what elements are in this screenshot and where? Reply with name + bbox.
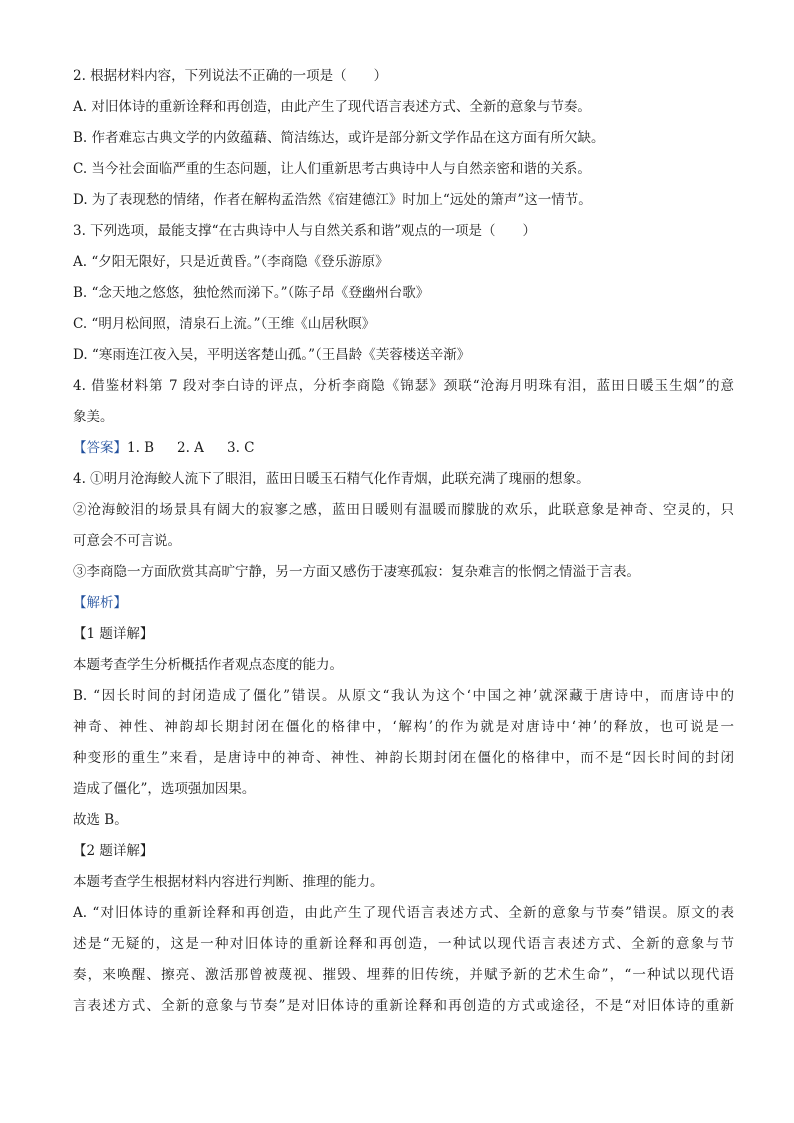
q3-option-a: A. “夕阳无限好，只是近黄昏。”（李商隐《登乐游原》 xyxy=(73,254,389,270)
detail-1-heading: 【1 题详解】 xyxy=(73,626,154,642)
detail-2-line: 奏，来唤醒、擦亮、激活那曾被蔑视、摧毁、埋葬的旧传统，并赋予新的艺术生命”，“一种试以现代语 xyxy=(73,967,734,983)
detail-2-line: 述是“无疑的，这是一种对旧体诗的重新诠释和再创造，一种试以现代语言表述方式、全新的意象与节 xyxy=(73,936,734,952)
answer-row xyxy=(73,439,734,457)
detail-1-intro: 本题考查学生分析概括作者观点态度的能力。 xyxy=(73,657,343,673)
q4-answer-point-2-line1: ②沧海鲛泪的场景具有阔大的寂寥之感，蓝田日暖则有温暖而朦胧的欢乐，此联意象是神奇、空灵的，只 xyxy=(73,502,734,518)
detail-2-heading: 【2 题详解】 xyxy=(73,843,154,859)
q2-option-b: B. 作者难忘古典文学的内敛蕴藉、简洁练达，或许是部分新文学作品在这方面有所欠缺。 xyxy=(73,130,605,146)
detail-1-line: 种变形的重生”来看，是唐诗中的神奇、神性、神韵长期封闭在僵化的格律中，而不是“因长时间的封闭 xyxy=(73,750,734,766)
detail-1-line: 神奇、神性、神韵却长期封闭在僵化的格律中，‘解构’的作为就是对唐诗中‘神’的释放，也可说是一 xyxy=(73,719,734,735)
detail-1-line: B. “因长时间的封闭造成了僵化”错误。从原文“我认为这个‘中国之神’就深藏于唐诗中，而唐诗中的 xyxy=(73,688,734,704)
q2-option-a: A. 对旧体诗的重新诠释和再创造，由此产生了现代语言表述方式、全新的意象与节奏。 xyxy=(73,99,591,115)
answer-item-3: 3. C xyxy=(227,440,255,456)
detail-2-intro: 本题考查学生根据材料内容进行判断、推理的能力。 xyxy=(73,874,384,890)
q3-stem: 3. 下列选项，最能支撑“在古典诗中人与自然关系和谐”观点的一项是（ ） xyxy=(73,223,536,239)
q4-answer-point-1: 4. ①明月沧海鲛人流下了眼泪，蓝田日暖玉石精气化作青烟，此联充满了瑰丽的想象。 xyxy=(73,471,590,487)
q2-option-c: C. 当今社会面临严重的生态问题，让人们重新思考古典诗中人与自然亲密和谐的关系。 xyxy=(73,161,591,177)
answer-label: 【答案】 xyxy=(73,440,127,456)
detail-2-line: 言表述方式、全新的意象与节奏”是对旧体诗的重新诠释和再创造的方式或途径，不是“对旧体诗的重新 xyxy=(73,998,734,1014)
detail-2-line: A. “对旧体诗的重新诠释和再创造，由此产生了现代语言表述方式、全新的意象与节奏”错误。原文的表 xyxy=(73,905,734,921)
q3-option-c: C. “明月松间照，清泉石上流。”（王维《山居秋暝》 xyxy=(73,316,376,332)
analysis-label: 【解析】 xyxy=(73,595,127,611)
answer-item-2: 2. A xyxy=(177,440,204,456)
q4-answer-point-2-line2: 可意会不可言说。 xyxy=(73,533,181,549)
detail-1-conclusion: 故选 B。 xyxy=(73,812,128,828)
q2-option-d: D. 为了表现愁的情绪，作者在解构孟浩然《宿建德江》时加上“远处的箫声”这一情节。 xyxy=(73,192,592,208)
q4-stem-line1: 4. 借鉴材料第 7 段对李白诗的评点，分析李商隐《锦瑟》颈联“沧海月明珠有泪，蓝田日暖玉生烟”的意 xyxy=(73,378,734,394)
q4-stem-line2: 象美。 xyxy=(73,409,114,425)
q3-option-b: B. “念天地之悠悠，独怆然而涕下。”（陈子昂《登幽州台歌》 xyxy=(73,285,430,301)
q4-answer-point-3: ③李商隐一方面欣赏其高旷宁静，另一方面又感伤于凄寒孤寂：复杂难言的怅惘之情溢于言表。 xyxy=(73,564,640,580)
detail-1-line: 造成了僵化”，选项强加因果。 xyxy=(73,781,256,797)
answer-item-1: 1. B xyxy=(127,440,155,456)
q3-option-d: D. “寒雨连江夜入吴，平明送客楚山孤。”（王昌龄《芙蓉楼送辛渐》 xyxy=(73,347,471,363)
q2-stem: 2. 根据材料内容，下列说法不正确的一项是（ ） xyxy=(73,68,388,84)
